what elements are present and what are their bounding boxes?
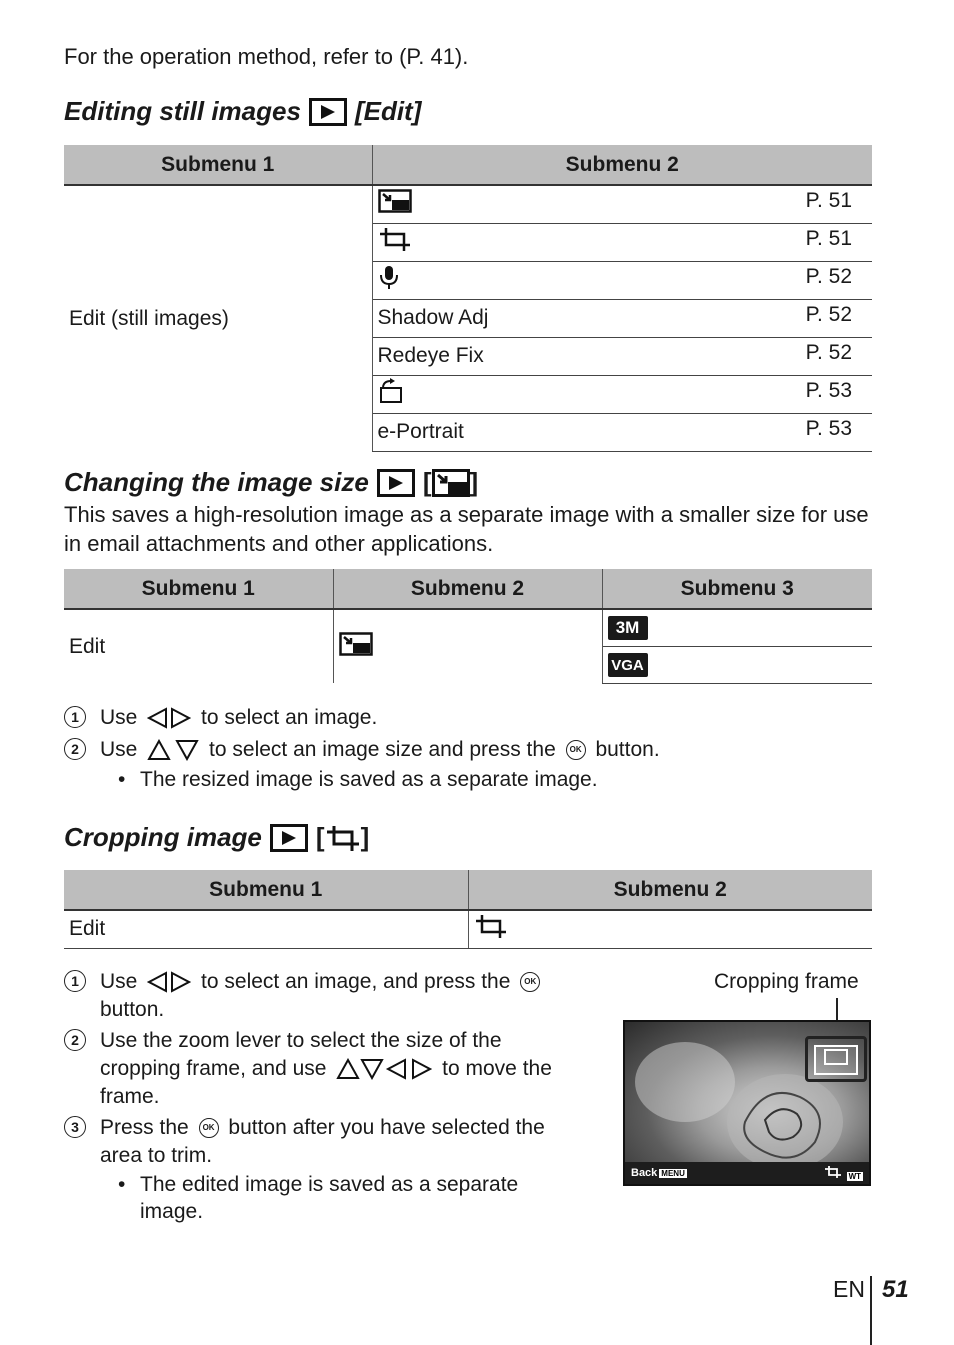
cropping-frame xyxy=(805,1036,867,1082)
resize-bullet-text: The resized image is saved as a separate image. xyxy=(140,768,598,791)
table1-row-sound xyxy=(372,261,872,299)
resize-icon xyxy=(378,195,412,218)
crop-step-1 xyxy=(64,968,584,1024)
crop-step-1-text xyxy=(100,968,584,1024)
step-text: Use xyxy=(100,706,138,729)
page-ref: P. 53 xyxy=(805,416,852,440)
page-ref: P. 52 xyxy=(805,264,852,288)
section-crop-title xyxy=(64,822,369,853)
table2-size-vga xyxy=(602,646,872,683)
table3-header-1: Submenu 1 xyxy=(64,870,468,910)
table1-row-crop xyxy=(372,223,872,261)
section-editing-title xyxy=(64,96,421,127)
page-ref: P. 52 xyxy=(805,302,852,326)
section-resize-title-text: Changing the image size xyxy=(64,467,369,497)
crop-submenu-table xyxy=(64,870,872,949)
table1-row-rotate xyxy=(372,375,872,413)
resize-bullet: • The resized image is saved as a separate image. xyxy=(118,768,598,791)
page-ref: P. 51 xyxy=(805,226,852,250)
up-down-arrows-icon xyxy=(147,739,199,761)
table3-submenu1-cell: Edit xyxy=(64,910,468,948)
step-number-2: 2 xyxy=(64,738,86,760)
ok-button-icon: OK xyxy=(199,1118,219,1138)
table2-header-2: Submenu 2 xyxy=(333,569,602,609)
four-way-arrows-icon xyxy=(336,1058,432,1080)
resize-step-2 xyxy=(64,736,660,764)
crop-icon xyxy=(474,921,508,944)
menu-tag: MENU xyxy=(661,1169,685,1178)
resize-submenu-table xyxy=(64,569,872,684)
step-text: to select an image size and press the xyxy=(209,738,556,761)
step-text: to move the frame. xyxy=(100,1057,552,1108)
table1-row-shadow xyxy=(372,299,872,337)
crop-step-3-text xyxy=(100,1114,584,1170)
table2-header-1: Submenu 1 xyxy=(64,569,333,609)
playback-icon xyxy=(309,98,347,126)
step-number-2: 2 xyxy=(64,1029,86,1051)
section-editing-title-suffix: [Edit] xyxy=(354,96,422,126)
crop-bullet: • The edited image is saved as a separate image. xyxy=(118,1171,558,1225)
crop-bullet-text: The edited image is saved as a separate image. xyxy=(140,1173,519,1223)
table3-header-2: Submenu 2 xyxy=(468,870,872,910)
playback-icon xyxy=(270,824,308,852)
table3-submenu2-cell xyxy=(468,910,872,948)
step-text: button after you have selected the area to trim. xyxy=(100,1116,545,1167)
table1-submenu1-cell: Edit (still images) xyxy=(64,185,372,451)
footer-language: EN xyxy=(833,1276,865,1302)
crop-bracket-icon: [ ] xyxy=(315,822,370,852)
row-label: Shadow Adj xyxy=(377,306,489,329)
step-text: to select an image, and press the xyxy=(201,970,511,993)
resize-step-1-text xyxy=(100,704,377,732)
step-number-1: 1 xyxy=(64,970,86,992)
section-crop-title-text: Cropping image xyxy=(64,822,262,852)
rotate-icon xyxy=(378,386,406,409)
intro-text: For the operation method, refer to (P. 41). xyxy=(64,44,469,69)
page-ref: P. 51 xyxy=(805,189,852,212)
resize-bracket-icon: [ ] xyxy=(422,467,479,497)
step-text: Use xyxy=(100,970,138,993)
step-text: button. xyxy=(100,998,165,1021)
zoom-indicator xyxy=(824,1165,864,1182)
table1-row-resize xyxy=(372,185,872,223)
step-text: Press the xyxy=(100,1116,189,1139)
resize-step-1 xyxy=(64,704,377,732)
resize-icon xyxy=(339,638,373,661)
table2-size-3m xyxy=(602,609,872,646)
left-right-arrows-icon xyxy=(147,707,191,729)
cropping-frame-caption: Cropping frame xyxy=(714,970,859,993)
crop-icon xyxy=(824,1165,842,1179)
table1-header-1: Submenu 1 xyxy=(64,145,372,185)
page-ref: P. 52 xyxy=(805,340,852,364)
table2-submenu1-cell: Edit xyxy=(64,609,333,683)
step-text: Use the zoom lever to select the size of the cropping frame, and use xyxy=(100,1029,502,1080)
table1-row-eportrait xyxy=(372,413,872,451)
playback-icon xyxy=(377,469,415,497)
size-vga-icon: VGA xyxy=(608,653,648,677)
step-number-3: 3 xyxy=(64,1116,86,1138)
section-editing-title-text: Editing still images xyxy=(64,96,301,126)
crop-step-2-text xyxy=(100,1027,584,1111)
left-right-arrows-icon xyxy=(147,971,191,993)
back-label: Back MENU xyxy=(631,1167,685,1179)
edit-submenu-table xyxy=(64,145,872,452)
step-text: Use xyxy=(100,738,138,761)
row-label: Redeye Fix xyxy=(377,344,484,367)
page-number: 51 xyxy=(882,1276,909,1303)
row-label: e-Portrait xyxy=(377,420,464,443)
step-text: button. xyxy=(595,738,660,761)
ok-button-icon: OK xyxy=(566,740,586,760)
section-resize-title xyxy=(64,467,478,498)
footer-divider xyxy=(870,1276,872,1345)
size-3m-icon: 3M xyxy=(608,616,648,640)
step-number-1: 1 xyxy=(64,706,86,728)
crop-step-3 xyxy=(64,1114,584,1170)
cropping-frame-area xyxy=(824,1049,848,1065)
page-ref: P. 53 xyxy=(805,378,852,402)
wt-tag: WT xyxy=(848,1171,861,1181)
crop-icon xyxy=(378,234,412,257)
camera-screen-image xyxy=(623,1020,871,1186)
camera-status-bar xyxy=(625,1162,869,1184)
table2-submenu2-cell xyxy=(333,609,602,683)
crop-step-2 xyxy=(64,1027,584,1111)
microphone-icon xyxy=(378,272,400,295)
ok-button-icon: OK xyxy=(520,972,540,992)
step-text: to select an image. xyxy=(201,706,378,729)
table1-header-2: Submenu 2 xyxy=(372,145,872,185)
table2-header-3: Submenu 3 xyxy=(602,569,872,609)
resize-step-2-text xyxy=(100,736,660,764)
table1-row-redeye xyxy=(372,337,872,375)
section-resize-description: This saves a high-resolution image as a separate image with a smaller size for use in email attachments and other applications. xyxy=(64,502,869,556)
